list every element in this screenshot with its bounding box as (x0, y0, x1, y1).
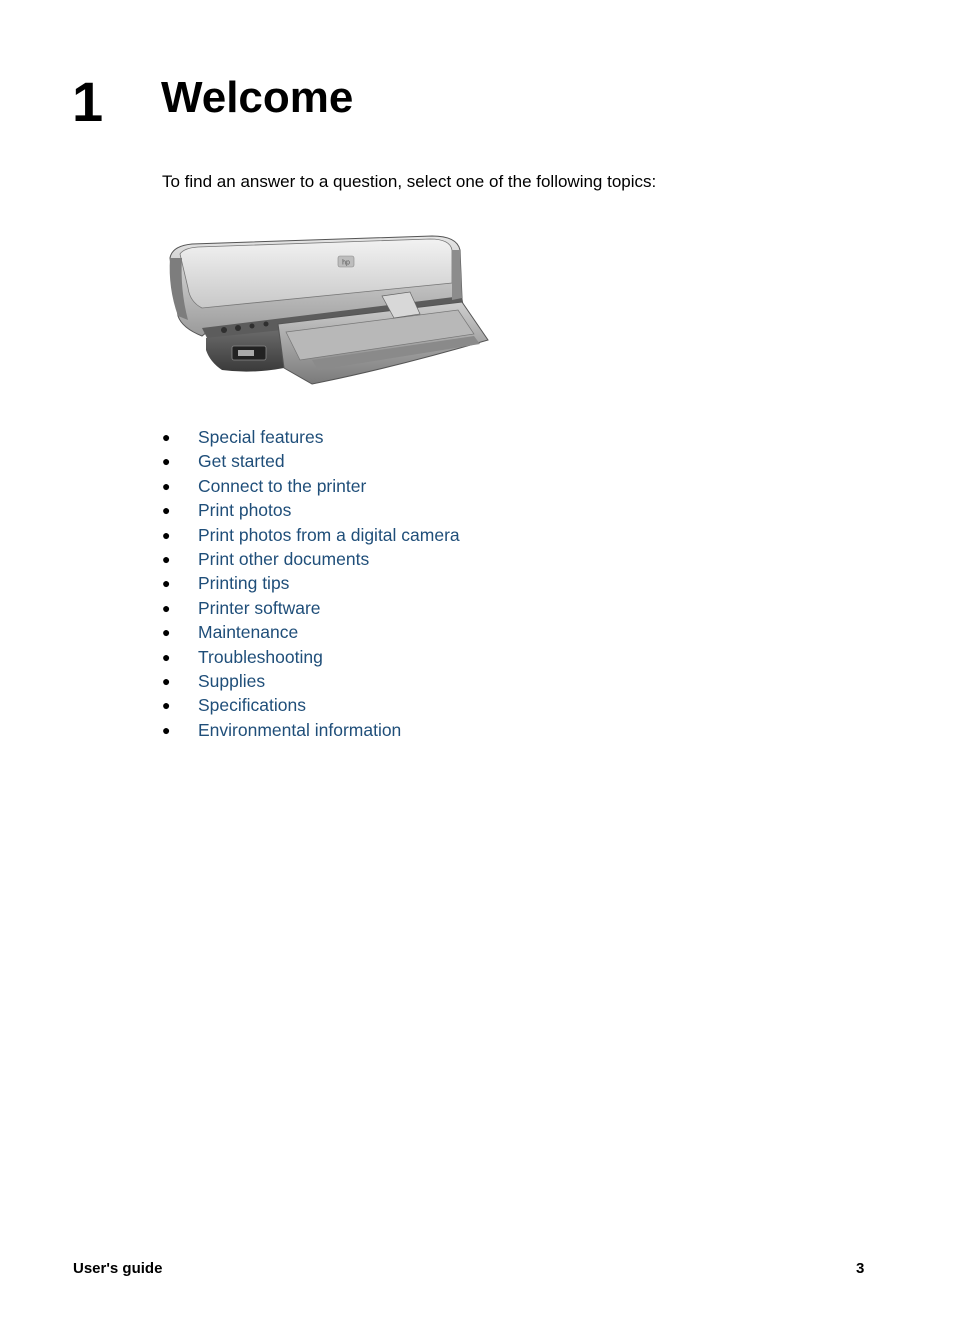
topic-link[interactable]: Maintenance (198, 622, 299, 643)
topic-link[interactable]: Print other documents (198, 548, 370, 569)
topic-link[interactable]: Specifications (198, 695, 306, 716)
bullet-icon: ● (162, 575, 171, 592)
bullet-icon: ● (162, 550, 171, 567)
topic-link[interactable]: Supplies (198, 670, 266, 691)
bullet-icon: ● (162, 477, 171, 494)
bullet-icon: ● (162, 526, 171, 543)
topic-link[interactable]: Special features (198, 427, 324, 447)
topic-link[interactable]: Environmental information (198, 719, 402, 740)
topic-link[interactable]: Print photos (198, 500, 292, 521)
bullet-icon: ● (162, 697, 171, 714)
page-title: Welcome (161, 73, 354, 122)
bullet-icon: ● (162, 599, 171, 616)
printer-illustration (162, 228, 492, 388)
bullet-icon: ● (162, 721, 171, 738)
topic-link[interactable]: Connect to the printer (198, 475, 367, 496)
topic-link[interactable]: Print photos from a digital camera (198, 524, 460, 545)
topic-link[interactable]: Get started (198, 451, 285, 472)
printer-logo: hp (342, 259, 350, 267)
bullet-icon: ● (162, 624, 171, 641)
topic-link[interactable]: Printer software (198, 597, 321, 618)
topic-link[interactable]: Printing tips (198, 573, 290, 594)
intro-text: To find an answer to a question, select one of the following topics: (162, 172, 657, 191)
chapter-number: 1 (72, 70, 104, 133)
page-number: 3 (856, 1260, 865, 1277)
bullet-icon: ● (162, 648, 171, 665)
bullet-icon: ● (162, 429, 171, 445)
bullet-icon: ● (162, 502, 171, 519)
bullet-icon: ● (162, 672, 171, 689)
footer-title: User's guide (73, 1260, 163, 1277)
bullet-icon: ● (162, 453, 171, 470)
topic-link[interactable]: Troubleshooting (198, 646, 323, 667)
